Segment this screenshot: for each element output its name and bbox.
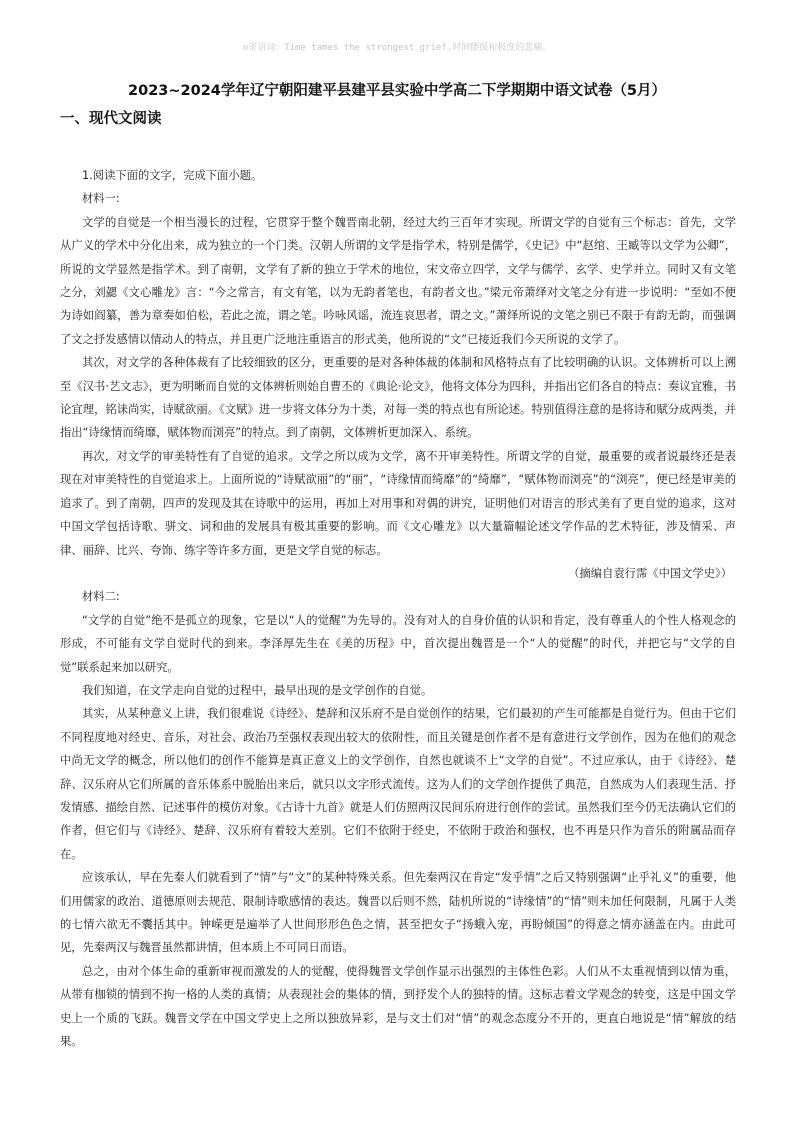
watermark: ◎寄语词：Time tames the strongest grief.时间能缓和极度的悲痛。	[242, 43, 552, 53]
paragraph: 文学的自觉是一个相当漫长的过程，它贯穿于整个魏晋南北朝，经过大约三百年才实现。所谓文学的自觉有三个标志：首先，文学从广义的学术中分化出来，成为独立的一个门类。汉朝人所谓的文学是指学术，特别是儒学，《史记》中“赵绾、王臧等以文学为公卿”，所说的文学显然是指学术。到了南朝，文学有了新的独立于学术的地位，宋文帝立四学，文学与儒学、玄学、史学并立。同时又有文笔之分，刘勰《文心雕龙》言：“今之常言，有文有笔，以为无韵者笔也，有韵者文也。”梁元帝萧绎对文笔之分有进一步说明：“至如不便为诗如阎纂，善为章奏如伯松，若此之流，谓之笔。吟咏风谣，流连哀思者，谓之文。”萧绎所说的文笔之别已不限于有韵无韵，而强调了文之抒发感情以情动人的特点，并且更广泛地注重语言的形式美，他所说的“文”已接近我们今天所说的文学了。	[60, 215, 736, 346]
source-citation: （摘编自袁行霈《中国文学史》）	[568, 566, 732, 580]
article-body	[60, 164, 736, 1053]
question-instruction: 1.阅读下面的文字，完成下面小题。	[82, 169, 263, 182]
paragraph: 应该承认，早在先秦人们就看到了“情”与“文”的某种特殊关系。但先秦两汉在肯定“发乎情”之后又特别强调“止乎礼义”的重要，他们用儒家的政治、道德原则去规范、限制诗歌感情的表达。魏晋以后则不然，陆机所说的“诗缘情”的“情”则未加任何限制，凡属于人类的七情六欲无不囊括其中。钟嵘更是遍举了人世间形形色色之情，甚至把女子“扬蛾入宠，再盼倾国”的得意之情亦涵盖在内。由此可见，先秦两汉与魏晋虽然都讲情，但本质上不可同日而语。	[60, 871, 736, 955]
material-label: 材料二:	[82, 590, 120, 604]
paragraph: 总之，由对个体生命的重新审视而激发的人的觉醒，使得魏晋文学创作显示出强烈的主体性色彩。人们从不太重视情到以情为重，从带有枷锁的情到不拘一格的人类的真情；从表现社会的集体的情，到抒发个人的独特的情。这标志着文学观念的转变，这是中国文学史上一个质的飞跃。魏晋文学在中国文学史上之所以独放异彩，是与文士们对“情”的观念态度分不开的，更直白地说是“情”解放的结果。	[60, 964, 736, 1049]
material-label: 材料一:	[82, 192, 120, 206]
paragraph: 我们知道，在文学走向自觉的过程中，最早出现的是文学创作的自觉。	[82, 683, 433, 697]
page-title: 2023~2024学年辽宁朝阳建平县建平县实验中学高二下学期期中语文试卷（5月）	[128, 83, 666, 99]
paragraph: “文学的自觉”绝不是孤立的现象，它是以“人的觉醒”为先导的。没有对人的自身价值的认识和肯定，没有尊重人的个性人格观念的形成，不可能有文学自觉时代的到来。李泽厚先生在《美的历程》中，首次提出魏晋是一个“人的觉醒”的时代，并把它与“文学的自觉”联系起来加以研究。	[60, 613, 736, 674]
paragraph: 再次，对文学的审美特性有了自觉的追求。文学之所以成为文学，离不开审美特性。所谓文学的自觉，最重要的或者说最终还是表现在对审美特性的自觉追求上。上面所说的“诗赋欲丽”的“丽”，“诗缘情而绮靡”的“绮靡”，“赋体物而浏亮”的“浏亮”，便已经是审美的追求了。到了南朝，四声的发现及其在诗歌中的运用，再加上对用事和对偶的讲究，证明他们对语言的形式美有了更自觉的追求，这对中国文学包括诗歌、骈文、词和曲的发展具有极其重要的影响。而《文心雕龙》以大量篇幅论述文学作品的艺术特征，涉及情采、声律、丽辞、比兴、夸饰、练字等许多方面，更是文学自觉的标志。	[60, 449, 736, 557]
paragraph: 其次，对文学的各种体裁有了比较细致的区分，更重要的是对各种体裁的体制和风格特点有了比较明确的认识。文体辨析可以上溯至《汉书·艺文志》，更为明晰而自觉的文体辨析则始自曹丕的《典论·论文》，他将文体分为四科，并指出它们各自的特点：奏议宜雅，书论宜理，铭诔尚实，诗赋欲丽。《文赋》进一步将文体分为十类，对每一类的特点也有所论述。特别值得注意的是将诗和赋分成两类，并指出“诗缘情而绮靡，赋体物而浏亮”的特点。到了南朝，文体辨析更加深入、系统。	[60, 356, 736, 440]
section-heading: 一、现代文阅读	[60, 110, 162, 127]
paragraph: 其实，从某种意义上讲，我们很难说《诗经》、楚辞和汉乐府不是自觉创作的结果，它们最初的产生可能都是自觉行为。但由于它们不同程度地对经史、音乐，对社会、政治乃至强权表现出较大的依附性，而且关键是创作者不是有意进行文学创作，因为在他们的观念中尚无文学的概念，所以他们的创作不能算是真正意义上的文学创作，自然也就谈不上“文学的自觉”。不过应承认，由于《诗经》、楚辞、汉乐府从它们所属的音乐体系中脱胎出来后，就只以文字形式流传。这为人们的文学创作提供了典范，自然成为人们表现生活、抒发情感、描绘自然、记述事件的模仿对象。《古诗十九首》就是人们仿照两汉民间乐府进行创作的尝试。虽然我们至今仍无法确认它们的作者，但它们与《诗经》、楚辞、汉乐府有着较大差别。它们不依附于经史，不依附于政治和强权，也不再是只作为音乐的附属品而存在。	[60, 707, 736, 861]
